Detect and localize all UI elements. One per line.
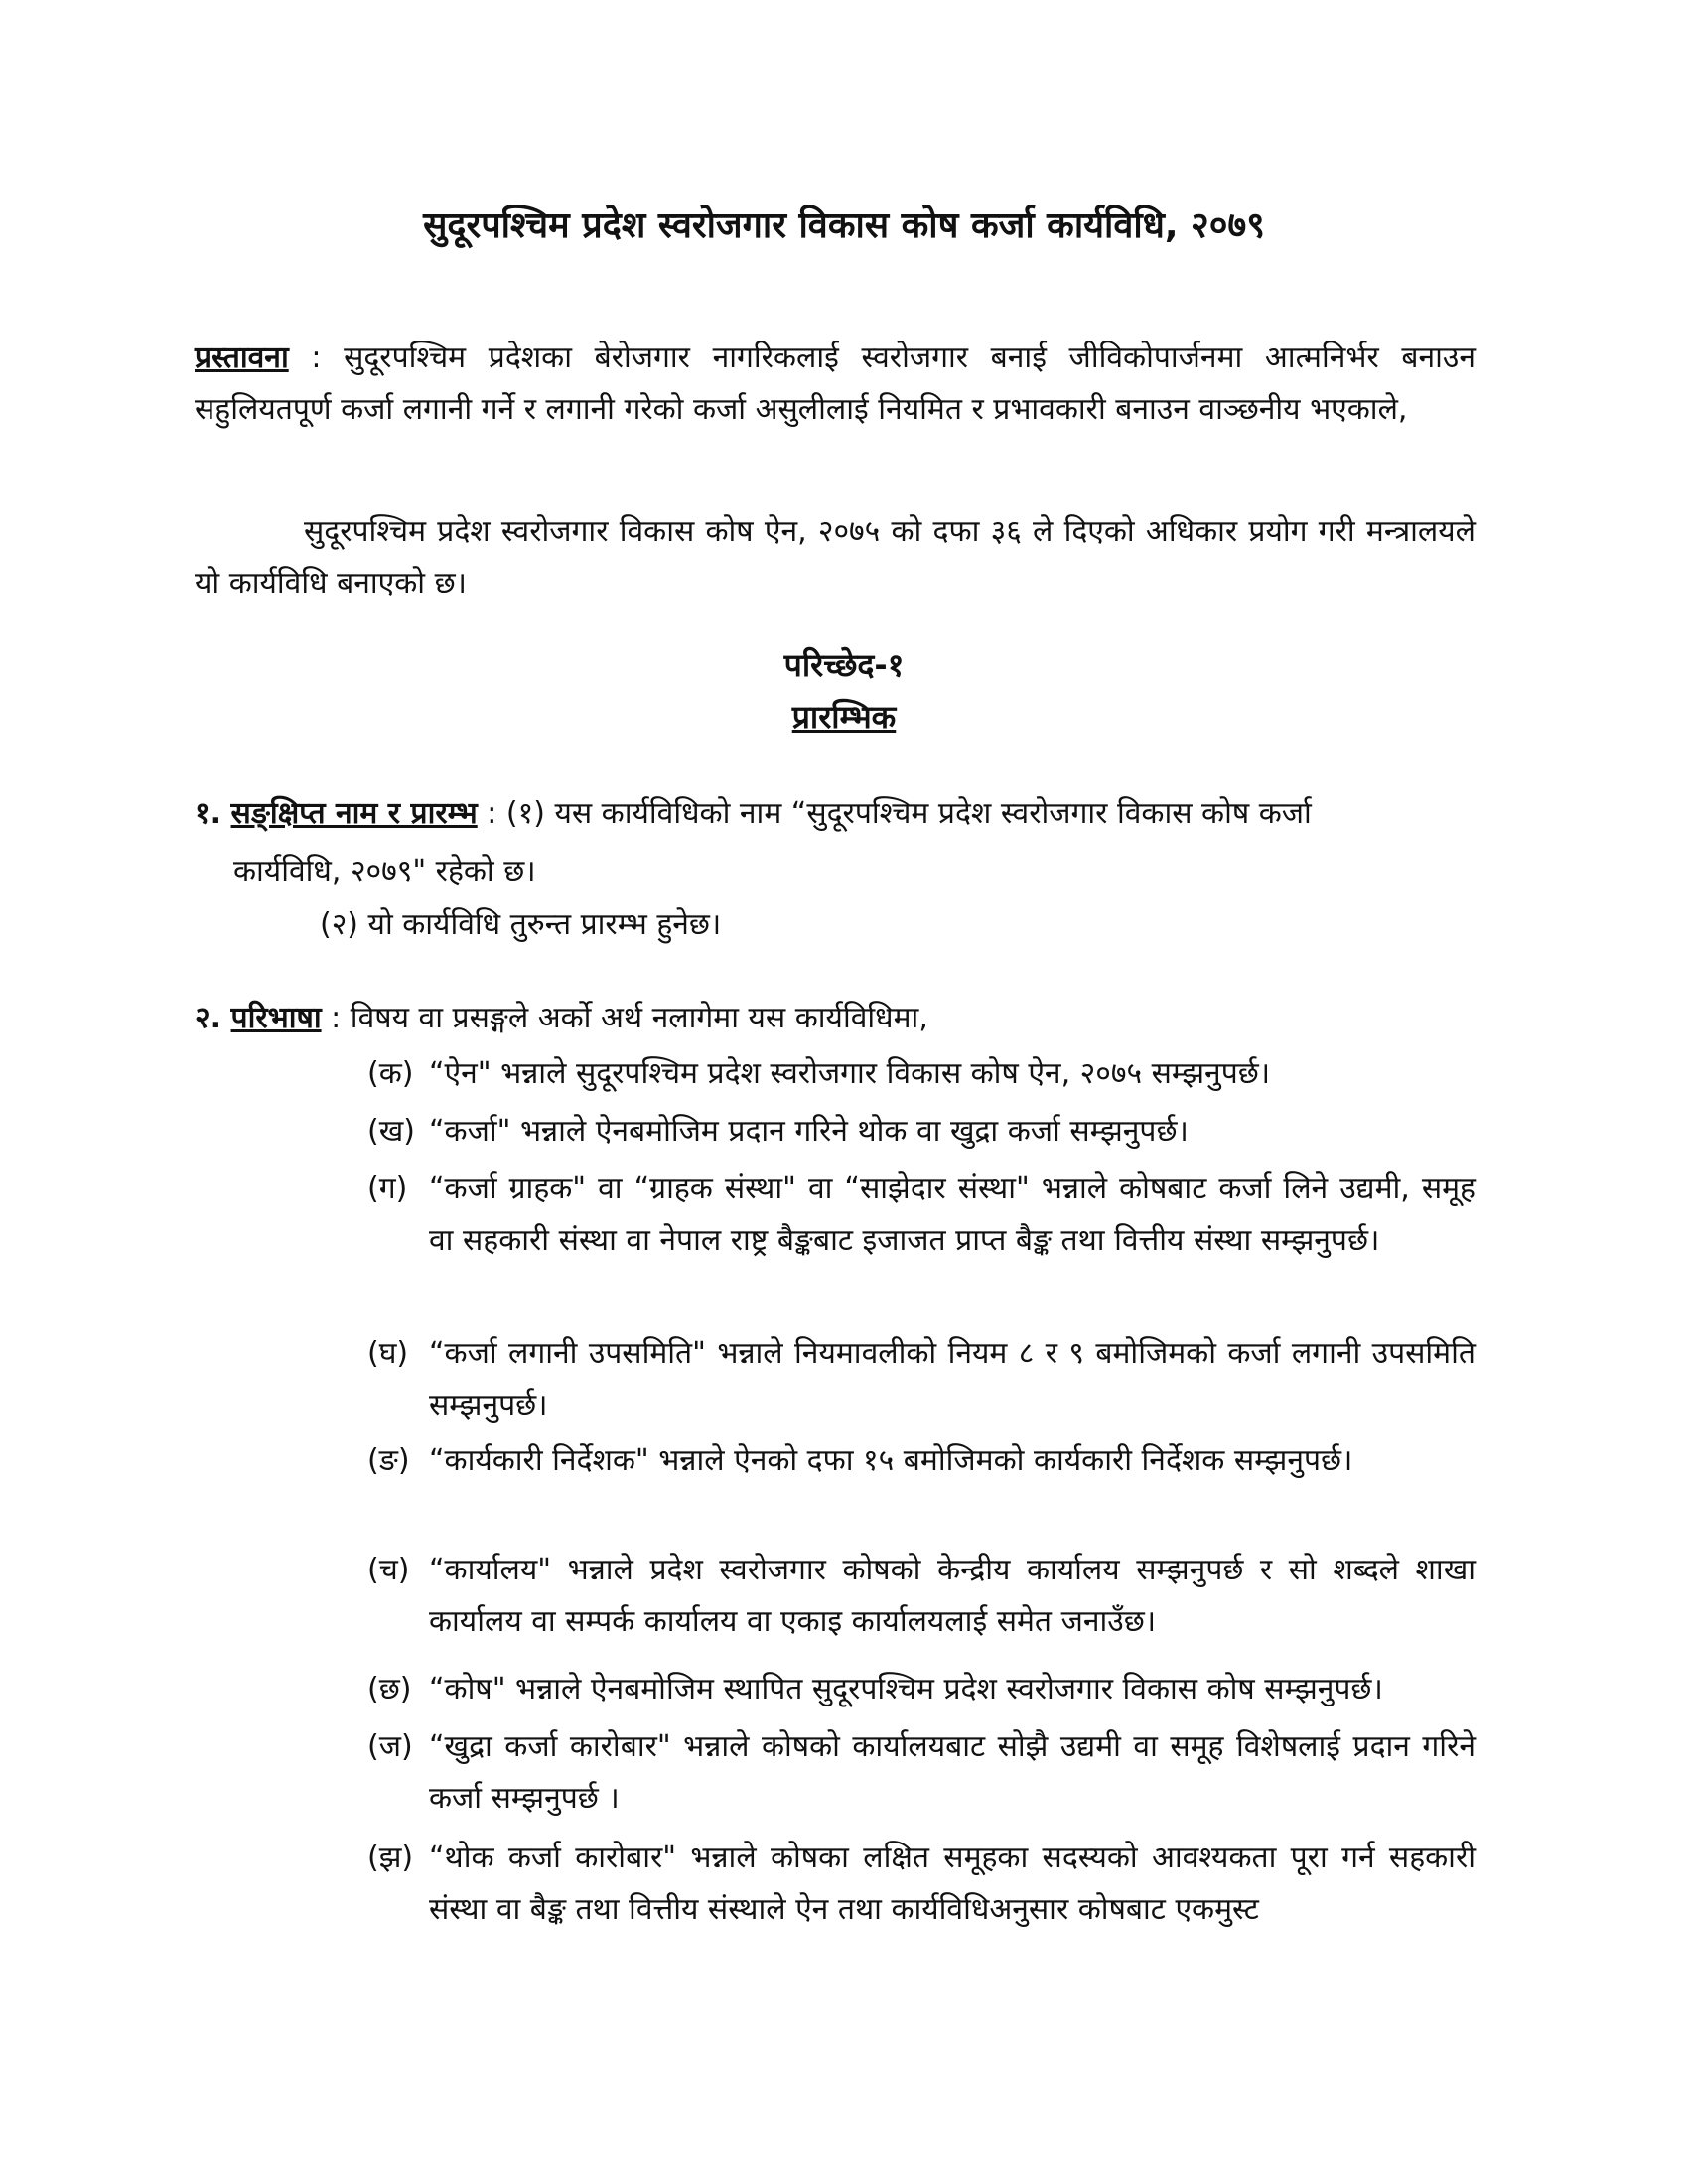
definition-mark: (छ) — [367, 1672, 412, 1706]
definition-mark: (ग) — [367, 1171, 408, 1206]
preamble-authority-paragraph: सुदूरपश्चिम प्रदेश स्वरोजगार विकास कोष ऐन, २०७५ को दफा ३६ ले दिएको अधिकार प्रयोग गरी मन्त्रालयले यो कार्यविधि बनाएको छ। — [195, 514, 1476, 601]
section-2-separator: : — [321, 1001, 351, 1035]
definition-mark: (झ) — [367, 1841, 414, 1875]
definition-text: “ऐन" भन्नाले सुदूरपश्चिम प्रदेश स्वरोजगार विकास कोष ऐन, २०७५ सम्झनुपर्छ। — [429, 1056, 1271, 1091]
definition-text: “कार्यालय" भन्नाले प्रदेश स्वरोजगार कोषको केन्द्रीय कार्यालय सम्झनुपर्छ र सो शब्दले शाखा कार्यालय वा सम्पर्क कार्यालय वा एकाइ कार्यालयलाई समेत जनाउँछ। — [429, 1553, 1476, 1639]
section-1-clause-1: (१) यस कार्यविधिको नाम “सुदूरपश्चिम प्रदेश स्वरोजगार विकास कोष कर्जा — [505, 796, 1312, 831]
chapter-name: प्रारम्भिक — [791, 698, 897, 736]
definition-item — [367, 1163, 1476, 1267]
preamble-paragraph — [195, 333, 1476, 436]
section-1-separator: : — [477, 796, 506, 831]
definition-mark: (ज) — [367, 1729, 413, 1764]
section-1-clause-1-cont: कार्यविधि, २०७९" रहेको छ। — [233, 854, 536, 888]
section-2-label: परिभाषा — [230, 1001, 322, 1035]
section-2-number: २. — [195, 1001, 221, 1035]
section-1-label: सङ्क्षिप्त नाम र प्रारम्भ — [230, 796, 478, 831]
definition-text: “खुद्रा कर्जा कारोबार" भन्नाले कोषको कार्यालयबाट सोझै उद्यमी वा समूह विशेषलाई प्रदान गरिने कर्जा सम्झनुपर्छ । — [429, 1729, 1476, 1816]
definition-item — [367, 1106, 1476, 1158]
document-title: सुदूरपश्चिम प्रदेश स्वरोजगार विकास कोष कर्जा कार्यविधि, २०७९ — [423, 205, 1265, 246]
definition-text: “थोक कर्जा कारोबार" भन्नाले कोषका लक्षित समूहका सदस्यको आवश्यकता पूरा गर्न सहकारी संस्था वा बैङ्क तथा वित्तीय संस्थाले ऐन तथा कार्यविधिअनुसार कोषबाट एकमुस्ट — [429, 1841, 1476, 1927]
definition-item — [367, 1664, 1476, 1715]
section-1-heading — [195, 788, 1312, 840]
preamble-text: सुदूरपश्चिम प्रदेशका बेरोजगार नागरिकलाई स्वरोजगार बनाई जीविकोपार्जनमा आत्मनिर्भर बनाउन सहुलियतपूर्ण कर्जा लगानी गर्ने र लगानी गरेको कर्जा असुलीलाई नियमित र प्रभावकारी बनाउन वाञ्छनीय भएकाले, — [195, 341, 1476, 427]
definition-item — [367, 1545, 1476, 1648]
definition-item — [367, 1435, 1476, 1487]
definition-text: “कोष" भन्नाले ऐनबमोजिम स्थापित सुदूरपश्चिम प्रदेश स्वरोजगार विकास कोष सम्झनुपर्छ। — [429, 1672, 1383, 1706]
definition-item — [367, 1721, 1476, 1825]
definition-text: “कर्जा लगानी उपसमिति" भन्नाले नियमावलीको नियम ८ र ९ बमोजिमको कर्जा लगानी उपसमिति सम्झनुपर्छ। — [429, 1336, 1476, 1423]
definition-item — [367, 1328, 1476, 1432]
section-1-clause-2: (२) यो कार्यविधि तुरुन्त प्रारम्भ हुनेछ। — [320, 907, 722, 942]
definition-text: “कार्यकारी निर्देशक" भन्नाले ऐनको दफा १५ बमोजिमको कार्यकारी निर्देशक सम्झनुपर्छ। — [429, 1443, 1353, 1478]
definition-item — [367, 1833, 1476, 1936]
definition-text: “कर्जा ग्राहक" वा “ग्राहक संस्था" वा “साझेदार संस्था" भन्नाले कोषबाट कर्जा लिने उद्यमी, समूह वा सहकारी संस्था वा नेपाल राष्ट्र बैङ्कबाट इजाजत प्राप्त बैङ्क तथा वित्तीय संस्था सम्झनुपर्छ। — [429, 1171, 1476, 1258]
section-2-heading — [195, 993, 928, 1044]
section-1-number: १. — [195, 796, 221, 831]
definition-mark: (च) — [367, 1553, 410, 1587]
definition-mark: (ख) — [367, 1114, 415, 1149]
definition-text: “कर्जा" भन्नाले ऐनबमोजिम प्रदान गरिने थोक वा खुद्रा कर्जा सम्झनुपर्छ। — [429, 1114, 1189, 1149]
section-2-intro: विषय वा प्रसङ्गले अर्को अर्थ नलागेमा यस कार्यविधिमा, — [350, 1001, 928, 1035]
preamble-label: प्रस्तावना — [195, 341, 289, 375]
preamble-separator: : — [288, 341, 345, 375]
definition-item — [367, 1048, 1476, 1100]
definition-mark: (क) — [367, 1056, 414, 1091]
definition-mark: (घ) — [367, 1336, 409, 1371]
definition-mark: (ङ) — [367, 1443, 410, 1478]
chapter-number: परिच्छेद-१ — [783, 646, 905, 684]
